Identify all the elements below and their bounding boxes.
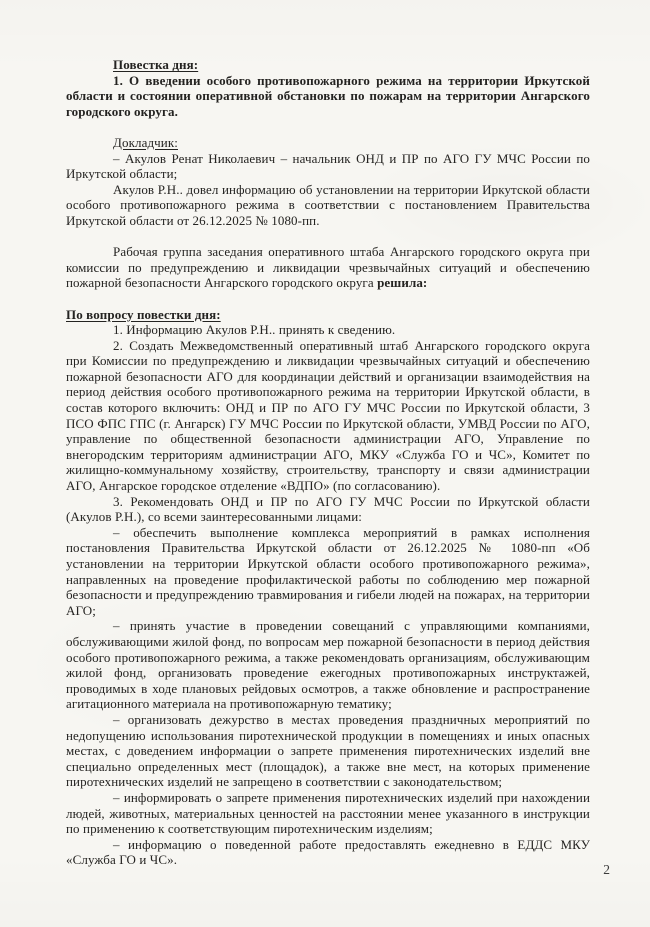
- measure-item-5: – информацию о поведенной работе предоставлять ежедневно в ЕДДС МКУ «Служба ГО и ЧС».: [66, 836, 590, 868]
- document-body: [66, 57, 590, 868]
- measure-item-2: – принять участие в проведении совещаний с управляющими компаниями, обслуживающими жилой фонд, по вопросам мер пожарной безопасности в период действия особого противопожарного режима, а также рекомендовать организациям, обслуживающим жилой фонд, организовать проведение ежегодных противопожарных инструктажей, проводимых в ходе плановых рейдовых осмотров, а также обновление и распространение агитационного материала на противопожарную тематику;: [66, 618, 590, 712]
- resolution-item-1: 1. Информацию Акулов Р.Н.. принять к сведению.: [113, 322, 396, 338]
- spacer: [66, 229, 590, 245]
- measure-item-4: – информировать о запрете применения пиротехнических изделий при нахождении людей, животных, материальных ценностей на расстоянии менее указанного в инструкции по применению к соответствующим пиротехническим изделиям;: [66, 789, 590, 837]
- measure-item-3: – организовать дежурство в местах проведения праздничных мероприятий по недопущению использования пиротехнической продукции в помещениях и иных опасных местах, с доведением информации о запрете применения пиротехнических изделий вне специально определенных мест (площадок), а также вне мест, на которых применение пиротехнических изделий не запрещено в соответствии с законодательством;: [66, 711, 590, 790]
- speaker-heading: [66, 135, 590, 151]
- speaker-line: – Акулов Ренат Николаевич – начальник ОНД и ПР по АГО ГУ МЧС России по Иркутской области;: [66, 150, 590, 182]
- question-heading-text: По вопросу повестки дня:: [66, 306, 221, 322]
- measure-item-1: – обеспечить выполнение комплекса мероприятий в рамках исполнения постановления Правительства Иркутской области от 26.12.2025 № 1080-пп «Об установлении на территории Иркутской области особого противопожарного режима», направленных на проведение профилактической работы по соблюдению мер пожарной безопасности и предупреждению травмирования и гибели людей на пожарах, на территории АГО;: [66, 524, 590, 618]
- agenda-item-1: 1. О введении особого противопожарного режима на территории Иркутской области и состоянии оперативной обстановки по пожарам на территории Ангарского городского округа.: [66, 72, 590, 119]
- speaker-heading-text: Докладчик:: [113, 134, 178, 150]
- spacer: [66, 119, 590, 135]
- resolution-item-3: 3. Рекомендовать ОНД и ПР по АГО ГУ МЧС России по Иркутской области (Акулов Р.Н.), со всеми заинтересованными лицами:: [66, 493, 590, 525]
- decision-intro-bold: решила:: [377, 275, 428, 291]
- decision-intro-text: Рабочая группа заседания оперативного штаба Ангарского городского округа при комиссии по предупреждению и ликвидации чрезвычайных ситуаций и обеспечению пожарной безопасности Ангарского городского округа: [66, 244, 590, 291]
- agenda-heading: [66, 57, 590, 73]
- question-heading: [66, 307, 590, 323]
- page-number: 2: [603, 862, 610, 877]
- speaker-report: Акулов Р.Н.. довел информацию об установлении на территории Иркутской области особого противопожарного режима в соответствии с постановлением Правительства Иркутской области от 26.12.2025 № 1080-пп.: [66, 181, 590, 228]
- agenda-heading-text: Повестка дня:: [113, 57, 199, 72]
- decision-intro: [66, 244, 590, 291]
- resolution-item-2: 2. Создать Межведомственный оперативный штаб Ангарского городского округа при Комиссии по предупреждению и ликвидации чрезвычайных ситуаций и обеспечению пожарной безопасности АГО для координации действий и организации взаимодействия на период действия особого противопожарного режима на территории Иркутской области, в состав которого включить: ОНД и ПР по АГО ГУ МЧС России по Иркутской области, 3 ПСО ФПС ГПС (г. Ангарск) ГУ МЧС России по Иркутской области, УМВД России по АГО, управление по общественной безопасности администрации АГО, Управление по внегородским территориям администрации АГО, МКУ «Служба ГО и ЧС», Комитет по жилищно-коммунальному хозяйству, строительству, транспорту и связи администрации АГО, Ангарское городское отделение «ВДПО» (по согласованию).: [66, 337, 590, 494]
- spacer: [66, 291, 590, 307]
